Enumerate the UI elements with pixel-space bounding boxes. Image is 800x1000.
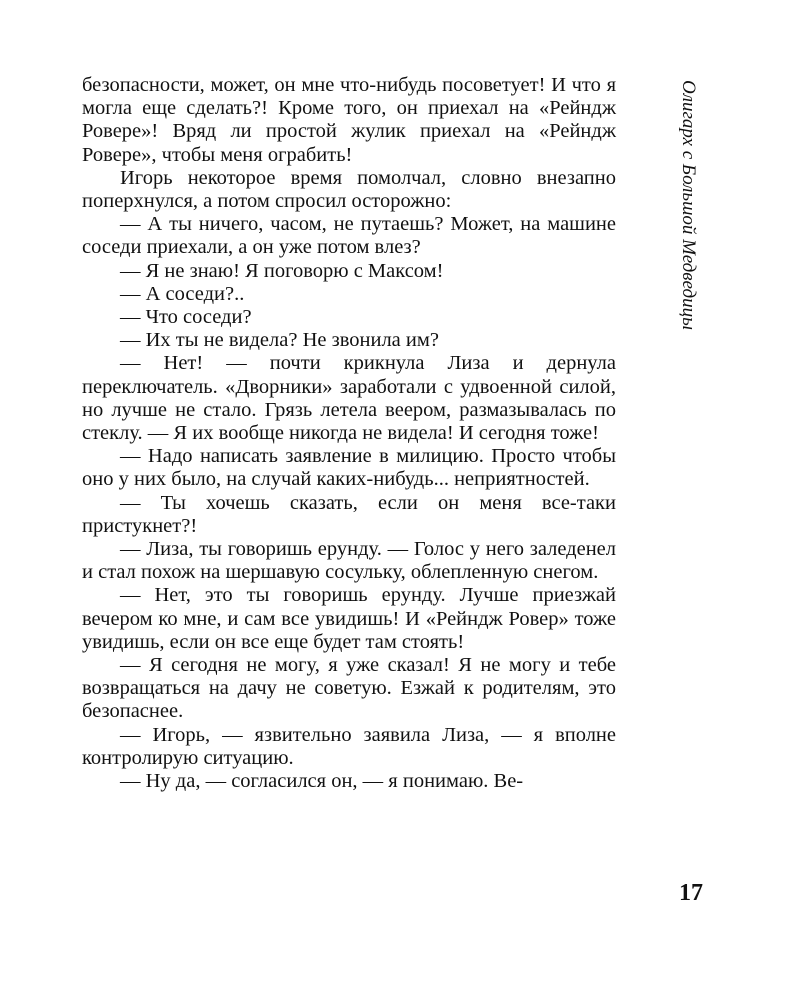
paragraph: — Нет! — почти крикнула Лиза и дернула переключатель. «Дворники» заработали с удвоенной силой, но лучше не стало. Грязь летела веером, размазывалась по стеклу. — Я их вообще никогда не видела! И сегодня тоже! bbox=[82, 352, 616, 445]
paragraph: — А ты ничего, часом, не путаешь? Может, на машине соседи приехали, а он уже потом влез? bbox=[82, 213, 616, 259]
paragraph: — Что соседи? bbox=[120, 306, 252, 329]
running-title: Олигарх с Большой Медведицы bbox=[678, 80, 699, 330]
paragraph: — Надо написать заявление в милицию. Просто чтобы оно у них было, на случай каких-нибудь... неприятностей. bbox=[82, 445, 616, 491]
body-text bbox=[82, 74, 616, 793]
paragraph: безопасности, может, он мне что-нибудь посоветует! И что я могла еще сделать?! Кроме того, он приехал на «Рейндж Ровере»! Вряд ли простой жулик приехал на «Рейндж Ровере», чтобы меня ограбить! bbox=[82, 74, 616, 166]
paragraph: — А соседи?.. bbox=[120, 282, 245, 305]
paragraph: — Ну да, — согласился он, — я понимаю. Ве- bbox=[120, 770, 524, 793]
paragraph: — Я не знаю! Я поговорю с Максом! bbox=[120, 259, 444, 282]
paragraph: — Лиза, ты говоришь ерунду. — Голос у него заледенел и стал похож на шершавую сосульку, облепленную снегом. bbox=[82, 538, 616, 584]
page-number: 17 bbox=[679, 880, 703, 906]
paragraph: — Ты хочешь сказать, если он меня все-таки пристукнет?! bbox=[82, 491, 616, 537]
paragraph: — Я сегодня не могу, я уже сказал! Я не могу и тебе возвращаться на дачу не советую. Езжай к родителям, это безопаснее. bbox=[82, 654, 616, 723]
paragraph: — Их ты не видела? Не звонила им? bbox=[120, 329, 439, 352]
paragraph: — Нет, это ты говоришь ерунду. Лучше приезжай вечером ко мне, и сам все увидишь! И «Рейндж Ровер» тоже увидишь, если он все еще будет там стоять! bbox=[82, 584, 616, 653]
paragraph: Игорь некоторое время помолчал, словно внезапно поперхнулся, а потом спросил осторожно: bbox=[82, 166, 616, 213]
paragraph: — Игорь, — язвительно заявила Лиза, — я вполне контролирую ситуацию. bbox=[82, 723, 616, 769]
